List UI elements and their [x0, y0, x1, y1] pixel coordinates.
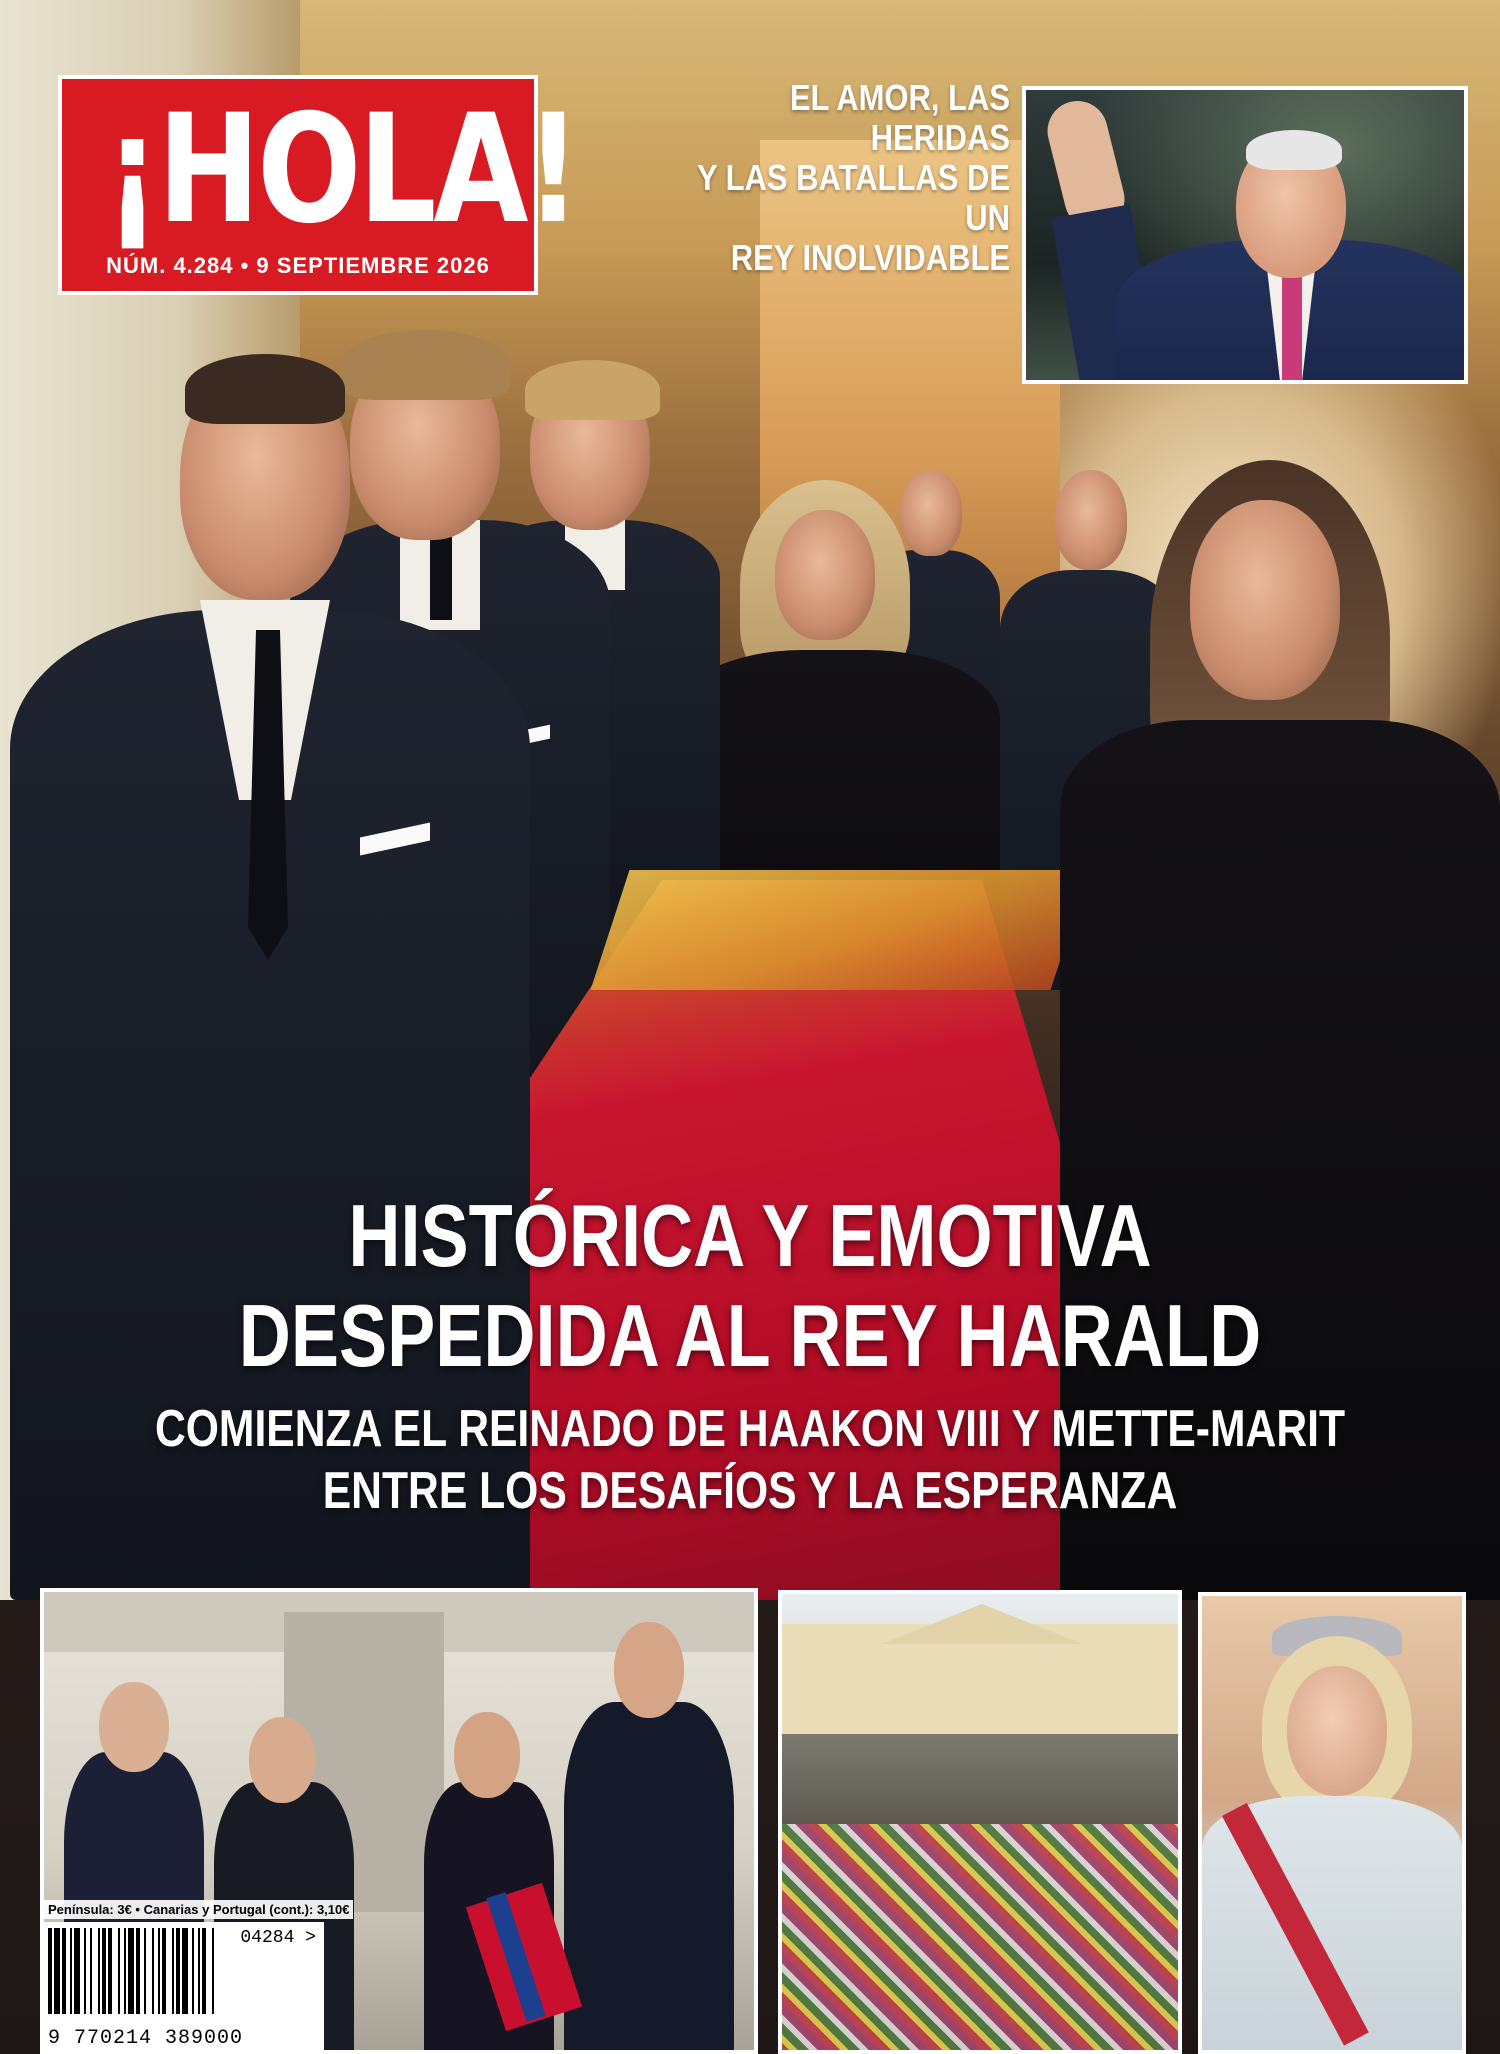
barcode-bar	[176, 1928, 180, 2014]
barcode-issue-code: 04284 >	[240, 1928, 316, 1948]
barcode-bar	[84, 1928, 86, 2014]
barcode	[40, 1922, 324, 2054]
barcode-bar	[98, 1928, 100, 2014]
teaser-line: Y LAS BATALLAS DE UN	[696, 157, 1010, 238]
barcode-bar	[202, 1928, 206, 2014]
barcode-number: 9 770214 389000	[48, 2027, 244, 2050]
barcode-bar	[192, 1928, 194, 2014]
barcode-bars	[48, 1928, 316, 2014]
headline-line-2: DESPEDIDA AL REY HARALD	[238, 1286, 1262, 1385]
teaser-line: REY INOLVIDABLE	[730, 237, 1010, 278]
teaser-headline	[649, 78, 1010, 278]
logo-text: ¡HOLA!	[104, 83, 579, 257]
barcode-bar	[54, 1928, 60, 2014]
subheadline-line-1: COMIENZA EL REINADO DE HAAKON VIII Y METTE-MARIT	[154, 1400, 1346, 1458]
barcode-bar	[118, 1928, 120, 2014]
barcode-bar	[158, 1928, 160, 2014]
barcode-bar	[182, 1928, 188, 2014]
barcode-bar	[70, 1928, 72, 2014]
inset-photo-king-waving	[1022, 86, 1468, 384]
issue-date-line: NÚM. 4.284 • 9 SEPTIEMBRE 2026	[106, 253, 490, 278]
barcode-bar	[212, 1928, 214, 2014]
barcode-bar	[198, 1928, 200, 2014]
price-line: Península: 3€ • Canarias y Portugal (cont.): 3,10€	[44, 1900, 353, 1919]
barcode-bar	[62, 1928, 66, 2014]
barcode-bar	[128, 1928, 134, 2014]
photo-queen-tiara	[1198, 1592, 1466, 2054]
barcode-bar	[48, 1928, 52, 2014]
barcode-bar	[144, 1928, 146, 2014]
photo-palace-flowers	[778, 1590, 1182, 2054]
barcode-bar	[152, 1928, 154, 2014]
subheadline-line-2: ENTRE LOS DESAFÍOS Y LA ESPERANZA	[322, 1462, 1178, 1520]
barcode-bar	[162, 1928, 166, 2014]
masthead-logo	[58, 75, 579, 295]
teaser-line: EL AMOR, LAS HERIDAS	[789, 77, 1010, 158]
barcode-bar	[108, 1928, 112, 2014]
barcode-bar	[172, 1928, 174, 2014]
barcode-bar	[90, 1928, 92, 2014]
barcode-bar	[74, 1928, 80, 2014]
headline-line-1: HISTÓRICA Y EMOTIVA	[348, 1186, 1152, 1285]
barcode-bar	[136, 1928, 140, 2014]
barcode-bar	[124, 1928, 126, 2014]
coffin-flag-lion	[591, 870, 1090, 990]
barcode-bar	[102, 1928, 106, 2014]
